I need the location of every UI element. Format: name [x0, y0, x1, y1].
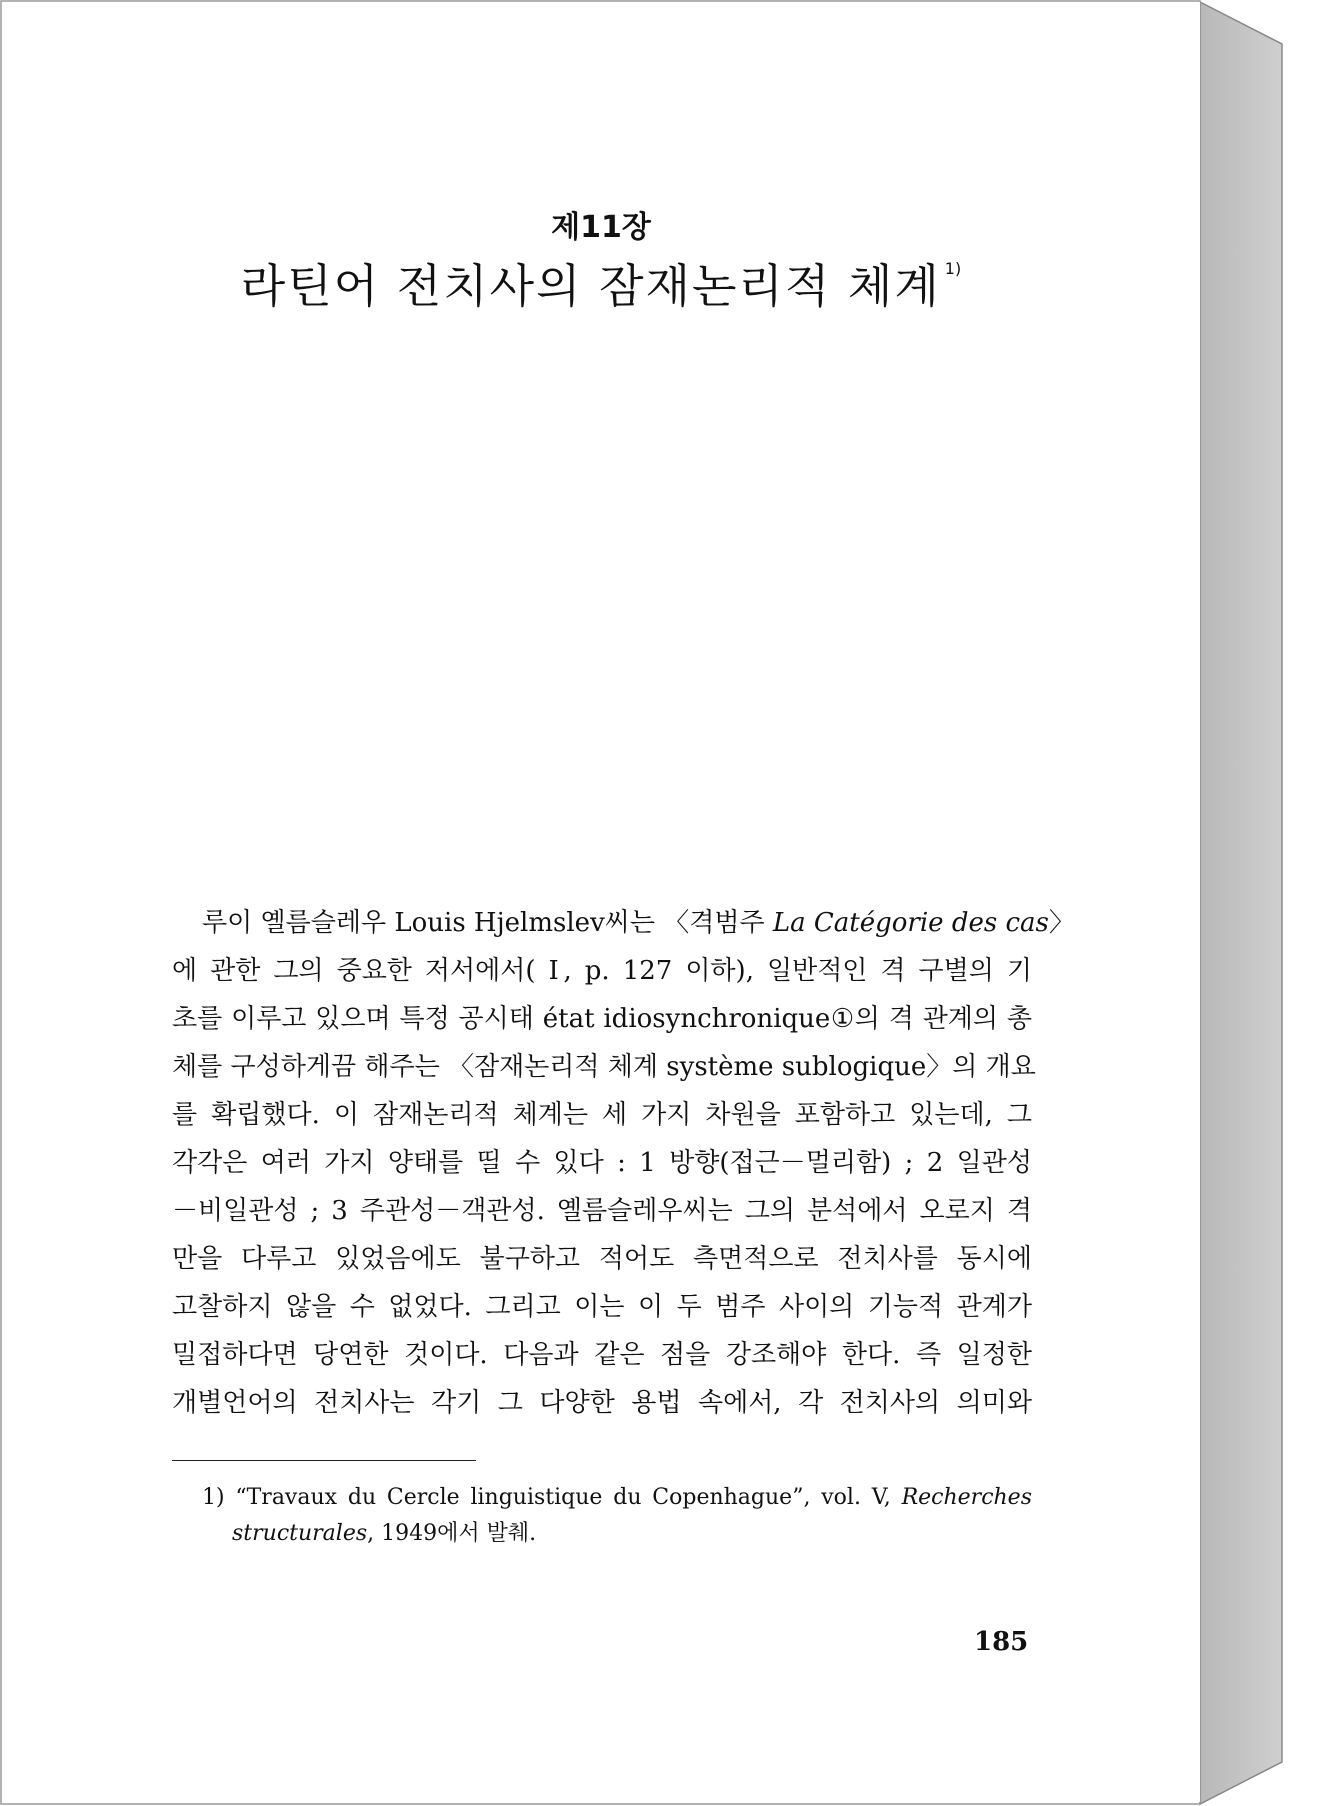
- chapter-title: [2, 250, 1200, 316]
- text-line: 개별언어의 전치사는 각기 그 다양한 용법 속에서, 각 전치사의 의미와: [172, 1388, 1032, 1418]
- text-line: 에 관한 그의 중요한 저서에서( Ⅰ, p. 127 이하), 일반적인 격 구별의 기: [172, 956, 1032, 986]
- text-line: 루이 옐름슬레우 Louis Hjelmslev씨는 〈격범주 La Catégorie des cas〉: [202, 908, 1075, 938]
- page: [2, 2, 1200, 1802]
- text-line: 를 확립했다. 이 잠재논리적 체계는 세 가지 차원을 포함하고 있는데, 그: [172, 1100, 1032, 1130]
- text-line: 초를 이루고 있으며 특정 공시태 état idiosynchronique①의 격 관계의 총: [172, 1004, 1032, 1034]
- text-line: 각각은 여러 가지 양태를 띨 수 있다 : 1 방향(접근－멀리함) ; 2 일관성: [172, 1148, 1032, 1178]
- footnote-marker: 1): [944, 259, 962, 278]
- chapter-title-text: 라틴어 전치사의 잠재논리적 체계: [240, 259, 941, 313]
- text-line: 체를 구성하게끔 해주는 〈잠재논리적 체계 système sublogique〉의 개요: [172, 1052, 1036, 1082]
- footnote-divider: [172, 1460, 476, 1461]
- footnote-line: 1) “Travaux du Cercle linguistique du Copenhague”, vol. V, Recherches: [202, 1485, 1032, 1510]
- page-number: 185: [974, 1627, 1029, 1657]
- footnote: [202, 1480, 1032, 1552]
- footnote-line: structurales, 1949에서 발췌.: [232, 1521, 537, 1546]
- text-line: 만을 다루고 있었음에도 불구하고 적어도 측면적으로 전치사를 동시에: [172, 1244, 1032, 1274]
- body-paragraph: [172, 899, 1075, 1427]
- text-line: －비일관성 ; 3 주관성－객관성. 옐름슬레우씨는 그의 분석에서 오로지 격: [172, 1196, 1032, 1226]
- text-line: 고찰하지 않을 수 없었다. 그리고 이는 이 두 범주 사이의 기능적 관계가: [172, 1292, 1032, 1322]
- text-line: 밀접하다면 당연한 것이다. 다음과 같은 점을 강조해야 한다. 즉 일정한: [172, 1340, 1032, 1370]
- chapter-number: 제11장: [551, 210, 651, 245]
